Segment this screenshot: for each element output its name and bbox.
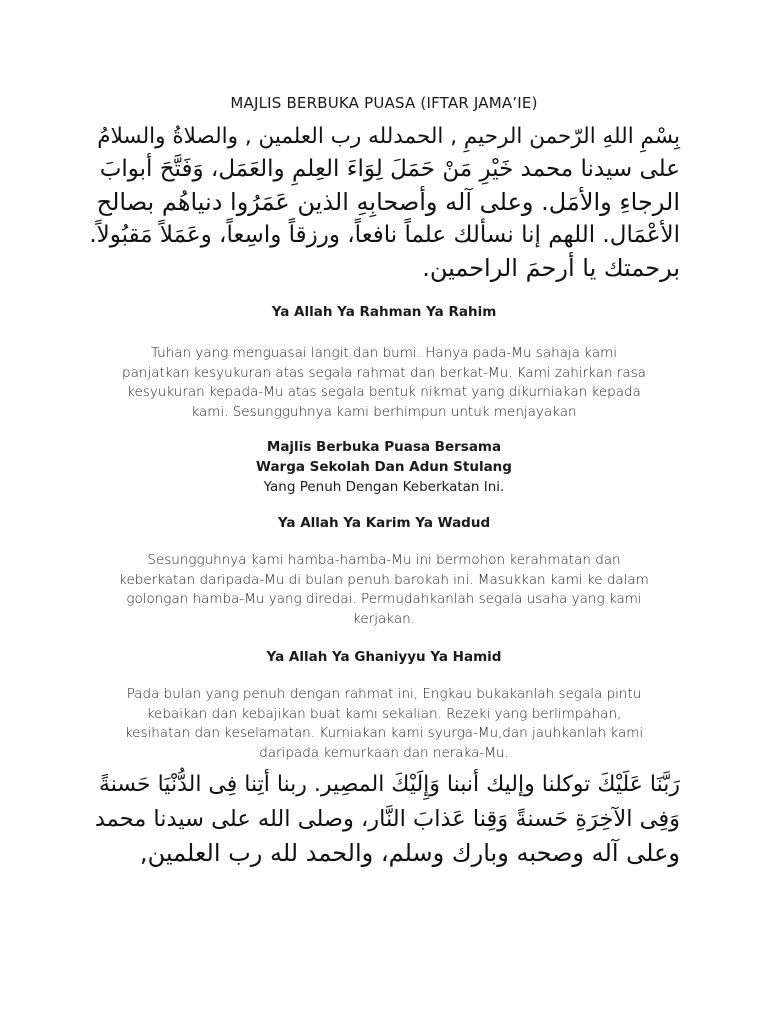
event-line: Warga Sekolah Dan Adun Stulang (256, 459, 512, 475)
paragraph-line: kesyukuran kepada-Mu atas segala bentuk nikmat yang dikurniakan kepada (127, 384, 641, 400)
paragraph-line: keberkatan daripada-Mu di bulan penuh barokah ini. Masukkan kami ke dalam (119, 571, 649, 588)
arabic-opening-line: على سيدنا محمد خَيْرِ مَنْ حَمَلَ لِوَاءَ العِلمِ والعَمَل، وَفَتَّحَ أبوابَ (99, 156, 680, 182)
arabic-closing-prayer (88, 768, 680, 870)
paragraph-gratitude (88, 344, 680, 422)
arabic-opening-line: برحمتك يا أرحمَ الراحمين. (422, 254, 680, 282)
paragraph-line: kesihatan dan keselamatan. Kurniakan kami syurga-Mu,dan jauhkanlah kami (124, 725, 644, 741)
paragraph-line: daripada kemurkaan dan neraka-Mu. (259, 744, 509, 761)
paragraph-line: Tuhan yang menguasai langit dan bumi. Hanya pada-Mu sahaja kami (150, 345, 618, 361)
arabic-closing-line: رَبَّنَا عَلَيْكَ توكلنا وإليك أنبنا وَإِلَيْكَ المصِير. ربنا أتِنا فِى الدُّنْيَا حَسنةً (98, 772, 680, 797)
paragraph-line: Sesungguhnya kami hamba-hamba-Mu ini bermohon kerahmatan dan (147, 552, 621, 568)
arabic-opening-line: الأعْمَال. اللهم إنا نسألك علماً نافعاً، ورزقاً واسِعاً، وعَمَلاً مَقبُولاً. (89, 222, 680, 248)
paragraph-line: golongan hamba-Mu yang diredai. Permudahkanlah segala usaha yang kami (126, 591, 642, 607)
paragraph-line: panjatkan kesyukuran atas segala rahmat dan berkat-Mu. Kami zahirkan rasa (122, 364, 646, 381)
paragraph-blessings (88, 685, 680, 763)
arabic-opening-line: الرجاءِ والأمَل. وعلى آله وأصحابِهِ الذين عَمَرُوا دنياهُم بصالح (96, 188, 680, 216)
event-line: Yang Penuh Dengan Keberkatan Ini. (263, 479, 505, 495)
heading-karim-wadud: Ya Allah Ya Karim Ya Wadud (277, 515, 491, 531)
heading-rahman-rahim: Ya Allah Ya Rahman Ya Rahim (271, 304, 497, 320)
document-title: MAJLIS BERBUKA PUASA (IFTAR JAMA’IE) (230, 94, 538, 112)
arabic-closing-line: وَفِى الآخِرَةِ حَسنةً وَقِنا عَذابَ النَّار، وصلى الله على سيدنا محمد (94, 806, 680, 832)
paragraph-supplication (88, 551, 680, 629)
event-name-block (88, 437, 680, 497)
arabic-opening-line: بِسْمِ اللهِ الرّحمن الرحيمِ , الحمدلله رب العلمين , والصلاةُ والسلامُ (97, 124, 680, 149)
arabic-closing-line: وعلى آله وصحبه وبارك وسلم، والحمد لله رب العلمين, (140, 839, 680, 867)
heading-ghaniyyu-hamid: Ya Allah Ya Ghaniyyu Ya Hamid (266, 649, 502, 665)
event-line: Majlis Berbuka Puasa Bersama (266, 439, 502, 455)
arabic-opening-prayer (88, 120, 680, 285)
paragraph-line: kami. Sesungguhnya kami berhimpun untuk menjayakan (191, 403, 577, 420)
document-page (88, 0, 680, 1024)
paragraph-line: kebaikan dan kebajikan buat kami sekalian. Rezeki yang berlimpahan, (146, 705, 622, 722)
paragraph-line: kerjakan. (353, 610, 415, 627)
paragraph-line: Pada bulan yang penuh dengan rahmat ini, Engkau bukakanlah segala pintu (126, 686, 642, 702)
